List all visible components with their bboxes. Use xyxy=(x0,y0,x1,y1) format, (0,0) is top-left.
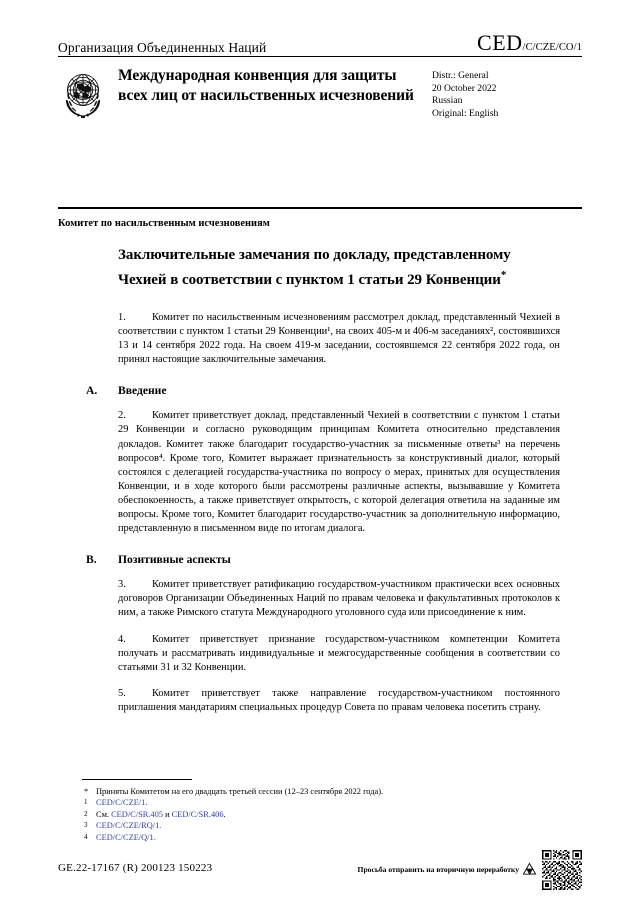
footnote-text xyxy=(96,809,562,820)
document-symbol xyxy=(477,32,582,54)
footnote-marker: 4 xyxy=(84,832,88,841)
footnote-link[interactable]: CED/C/CZE/Q/1. xyxy=(96,832,156,842)
paragraph-text: Комитет приветствует признание государством-участником компетенции Комитета получать и рассматривать индивидуальные и межгосударственные сообщения в соответствии со статьями 31 и 32 Конвенции. xyxy=(118,633,560,673)
section-title: Введение xyxy=(118,384,167,398)
committee-name: Комитет по насильственным исчезновениям xyxy=(58,218,270,229)
footnote-item xyxy=(82,809,562,820)
title-footnote-marker: * xyxy=(500,268,507,281)
page-footer xyxy=(58,862,582,874)
footnote-text xyxy=(96,820,562,831)
footnote-link[interactable]: CED/C/SR.405 xyxy=(111,809,163,819)
footnote-list xyxy=(82,786,562,843)
footnote-separator xyxy=(82,779,192,780)
paragraph-text: Комитет приветствует ратификацию государством-участником практически всех основных договоров Организации Объединенных Наций по правам человека и факультативных протоколов к ним, а также Римского статута Международного уголовного суда или присоединение к ним. xyxy=(118,579,560,619)
footnote-suffix: . xyxy=(223,809,226,819)
masthead-top-row xyxy=(58,30,582,54)
masthead-rule xyxy=(58,56,582,57)
masthead xyxy=(58,30,582,120)
section-letter: B. xyxy=(86,553,97,567)
distribution-line: Distr.: General xyxy=(432,70,489,81)
page-title-text: Заключительные замечания по докладу, представленному Чехией в соответствии с пунктом 1 статьи 29 Конвенции xyxy=(118,247,511,288)
section-heading-b xyxy=(86,553,560,566)
document-symbol-main: CED xyxy=(477,30,523,55)
section-heading-a xyxy=(86,384,560,397)
document-symbol-suffix: /C/CZE/CO/1 xyxy=(522,42,582,53)
paragraph-text: Комитет по насильственным исчезновениям рассмотрел доклад, представленный Чехией в соответствии с пунктом 1 статьи 29 Конвенции¹, на своих 405-м и 406-м заседаниях², состоявшихся 13 и 14 сентября 2022 года. На своем 419-м заседании, состоявшемся 22 сентября 2022 года, он принял настоящие заключительные замечания. xyxy=(118,312,560,366)
original-language: Original: English xyxy=(432,107,499,119)
footnote-marker: 1 xyxy=(84,798,88,807)
document-language: Russian xyxy=(432,95,463,107)
footnote-marker: * xyxy=(84,787,89,796)
recycle-icon xyxy=(521,861,538,880)
footnote-text xyxy=(96,797,562,808)
organization-name: Организация Объединенных Наций xyxy=(58,39,267,55)
recycle-notice xyxy=(358,850,582,890)
footnote-link[interactable]: CED/C/CZE/1. xyxy=(96,798,148,808)
masthead-bottom-row xyxy=(58,66,582,120)
paragraph-text: Комитет приветствует доклад, представленный Чехией в соответствии с пунктом 1 статьи 29 Конвенции и согласно руководящим принципам Комитета относительно представления докладов. Комитет также благодарит государство-участник за письменные ответы³ на перечень вопросов⁴. Кроме того, Комитет выражает признательность за конструктивный диалог, который состоялся с делегацией государства-участника по вопросу о мерах, принятых для осуществления Конвенции, и в ходе которого были рассмотрены различные аспекты, вызывавшие у Комитета обеспокоенность, а также приветствует открытость, с которой делегация ответила на заданные им вопросы. Кроме того, Комитет благодарит государство-участник за дополнительную информацию, представленную в письменном виде по итогам диалога. xyxy=(118,410,560,535)
paragraph-text: Комитет приветствует также направление государством-участником постоянного приглашения мандатариям специальных процедур Совета по правам человека посетить страну. xyxy=(118,687,560,713)
footnote-item xyxy=(82,832,562,843)
paragraph-number: 1. xyxy=(118,312,126,323)
footnote-marker: 3 xyxy=(84,821,88,830)
paragraph-4 xyxy=(118,633,560,675)
footnote-conjunction: и xyxy=(162,809,172,819)
convention-title: Международная конвенция для защиты всех лиц от насильственных исчезновений xyxy=(118,67,414,104)
paragraph-3 xyxy=(118,578,560,620)
committee-rule xyxy=(58,207,582,209)
footnote-item xyxy=(82,786,562,797)
footnote-item xyxy=(82,797,562,808)
paragraph-2 xyxy=(118,409,560,536)
paragraph-number: 3. xyxy=(118,579,126,591)
paragraph-number: 4. xyxy=(118,633,126,645)
footnote-marker: 2 xyxy=(84,809,88,818)
ge-document-code: GE.22-17167 (R) 200123 150223 xyxy=(58,862,213,874)
footnote-link[interactable]: CED/C/CZE/RQ/1. xyxy=(96,821,162,831)
document-body xyxy=(86,246,560,715)
footnote-item xyxy=(82,820,562,831)
footnote-link-secondary[interactable]: CED/C/SR.406 xyxy=(171,809,224,819)
section-letter: A. xyxy=(86,384,98,398)
document-date: 20 October 2022 xyxy=(432,82,497,94)
paragraph-5 xyxy=(118,687,560,715)
footnote-text xyxy=(96,832,562,843)
footnote-text: Приняты Комитетом на его двадцать третьей сессии (12–23 сентября 2022 года). xyxy=(96,787,384,796)
recycle-text: Просьба отправить на вторичную переработку xyxy=(357,865,519,874)
paragraph-number: 5. xyxy=(118,687,126,699)
section-title: Позитивные аспекты xyxy=(118,553,231,567)
page-title xyxy=(118,246,560,290)
qr-code xyxy=(542,850,582,890)
un-emblem xyxy=(58,68,108,120)
paragraph-number: 2. xyxy=(118,410,126,422)
paragraph-1 xyxy=(118,311,560,367)
distribution-block xyxy=(432,66,498,120)
footnote-prefix: См. xyxy=(96,809,112,819)
